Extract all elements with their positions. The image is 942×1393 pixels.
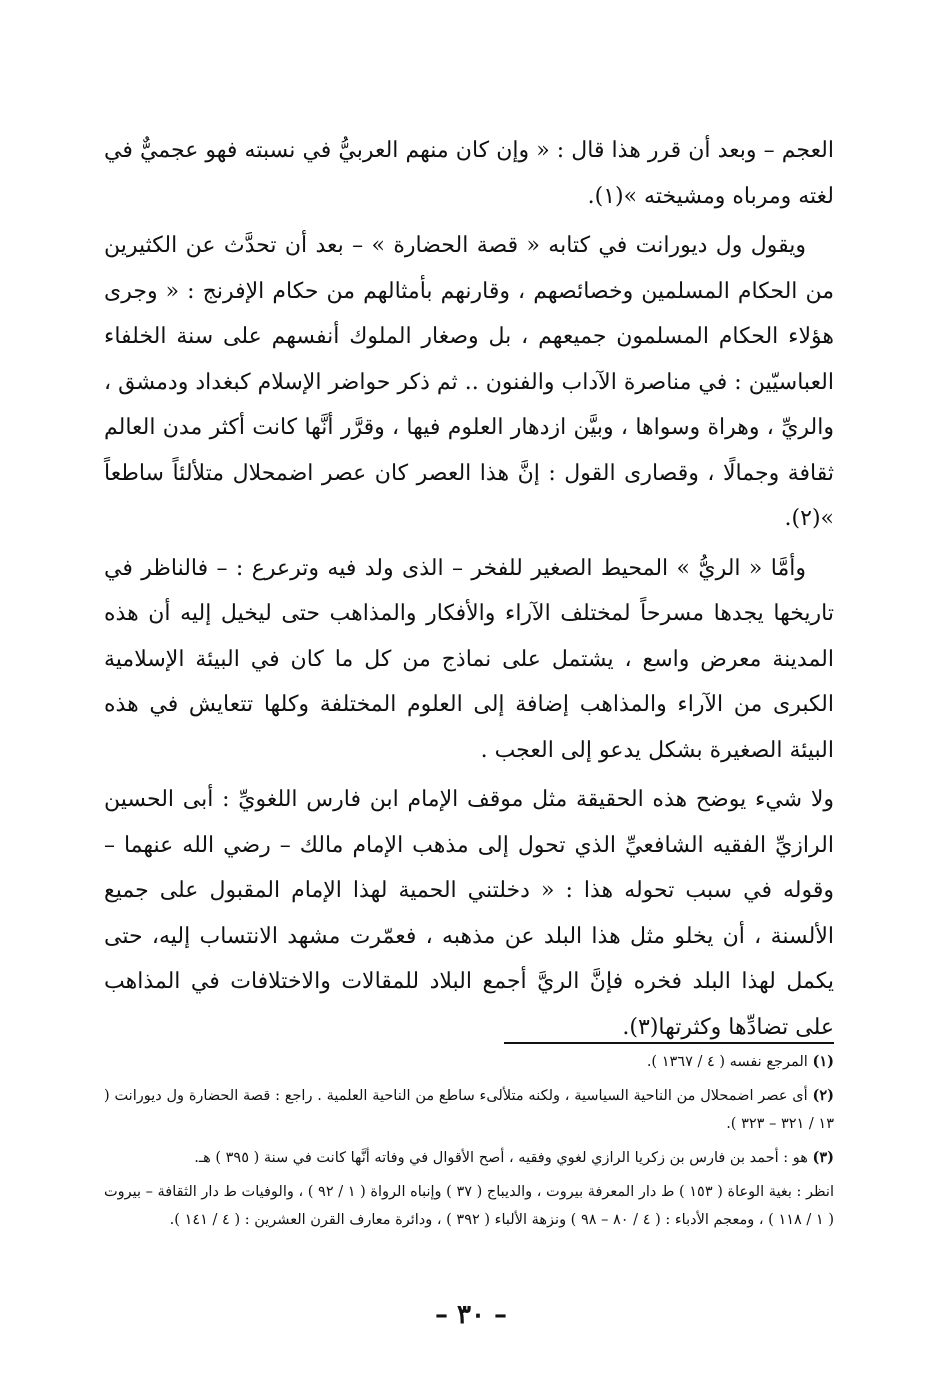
footnote-separator [504,1042,834,1044]
footnote-1-text: المرجع نفسه ( ٤ / ١٣٦٧ ). [646,1054,808,1070]
footnote-3-sources [104,1178,834,1234]
paragraph-4: ولا شيء يوضح هذه الحقيقة مثل موقف الإمام ابن فارس اللغويِّ : أبى الحسين الرازيِّ الفقيه الشافعيِّ الذي تحول إلى مذهب الإمام مالك – رضي الله عنهما – وقوله في سبب تحوله هذا : « دخلتني الحمية لهذا الإمام المقبول على جميع الألسنة ، أن يخلو مثل هذا البلد عن مذهبه ، فعمّرت مشهد الانتساب إليه، حتى يكمل لهذا البلد فخره فإنَّ الريَّ أجمع البلاد للمقالات والاختلافات في المذاهب على تضادِّها وكثرتها(٣). [104,787,834,1040]
footnote-3 [104,1144,834,1172]
paragraph-3: وأمَّا « الريُّ » المحيط الصغير للفخر – الذى ولد فيه وترعرع : – فالناظر في تاريخها يجدها مسرحاً لمختلف الآراء والأفكار والمذاهب حتى ليخيل إليه أن هذه المدينة معرض واسع ، يشتمل على نماذج من كل ما كان في البيئة الإسلامية الكبرى من الآراء والمذاهب إضافة إلى العلوم المختلفة وكلها تتعايش في هذه البيئة الصغيرة بشكل يدعو إلى العجب . [104,555,834,763]
paragraph-2: ويقول ول ديورانت في كتابه « قصة الحضارة » – بعد أن تحدَّث عن الكثيرين من الحكام المسلمين وخصائصهم ، وقارنهم بأمثالهم من حكام الإفرنج : « وجرى هؤلاء الحكام المسلمون جميعهم ، بل وصغار الملوك أنفسهم على سنة الخلفاء العباسيّين : في مناصرة الآداب والفنون .. ثم ذكر حواضر الإسلام كبغداد ودمشق ، والريِّ ، وهراة وسواها ، وبيَّن ازدهار العلوم فيها ، وقرَّر أنَّها كانت أكثر مدن العالم ثقافة وجمالًا ، وقصارى القول : إنَّ هذا العصر كان عصر اضمحلال متلألئاً ساطعاً »(٢). [104,233,834,531]
footnote-2-text: أى عصر اضمحلال من الناحية السياسية ، ولكنه متلألىء ساطع من الناحية العلمية . راجع : قصة الحضارة ول ديورانت ( ١٣ / ٣٢١ – ٣٢٣ ). [104,1088,834,1132]
footnote-2-mark: (٢) [812,1087,835,1104]
footnote-2 [104,1082,834,1138]
paragraph-1: العجم – وبعد أن قرر هذا قال : « وإن كان منهم العربيُّ في نسبته فهو عجميٌّ في لغته ومرباه ومشيخته »(١). [104,138,834,209]
footnote-1-mark: (١) [812,1053,834,1070]
main-text [104,128,834,1054]
footnotes [104,1048,834,1240]
footnote-3-text: هو : أحمد بن فارس بن زكريا الرازي لغوي وفقيه ، أصح الأقوال في وفاته أنَّها كانت في سنة ( ٣٩٥ ) هـ. [194,1150,808,1166]
page-number: – ٣٠ – [434,1300,508,1330]
footnote-3-mark: (٣) [812,1149,834,1166]
footnote-1 [104,1048,834,1076]
footnote-3-sources-text: انظر : بغية الوعاة ( ١٥٣ ) ط دار المعرفة بيروت ، والديباج ( ٣٧ ) وإنباه الرواة ( ١ / ٩٢ ) ، والوفيات ط دار الثقافة – بيروت ( ١ / ١١٨ ) ، ومعجم الأدباء : ( ٤ / ٨٠ – ٩٨ ) ونزهة الألباء ( ٣٩٢ ) ، ودائرة معارف القرن العشرين : ( ٤ / ١٤١ ). [104,1184,834,1228]
